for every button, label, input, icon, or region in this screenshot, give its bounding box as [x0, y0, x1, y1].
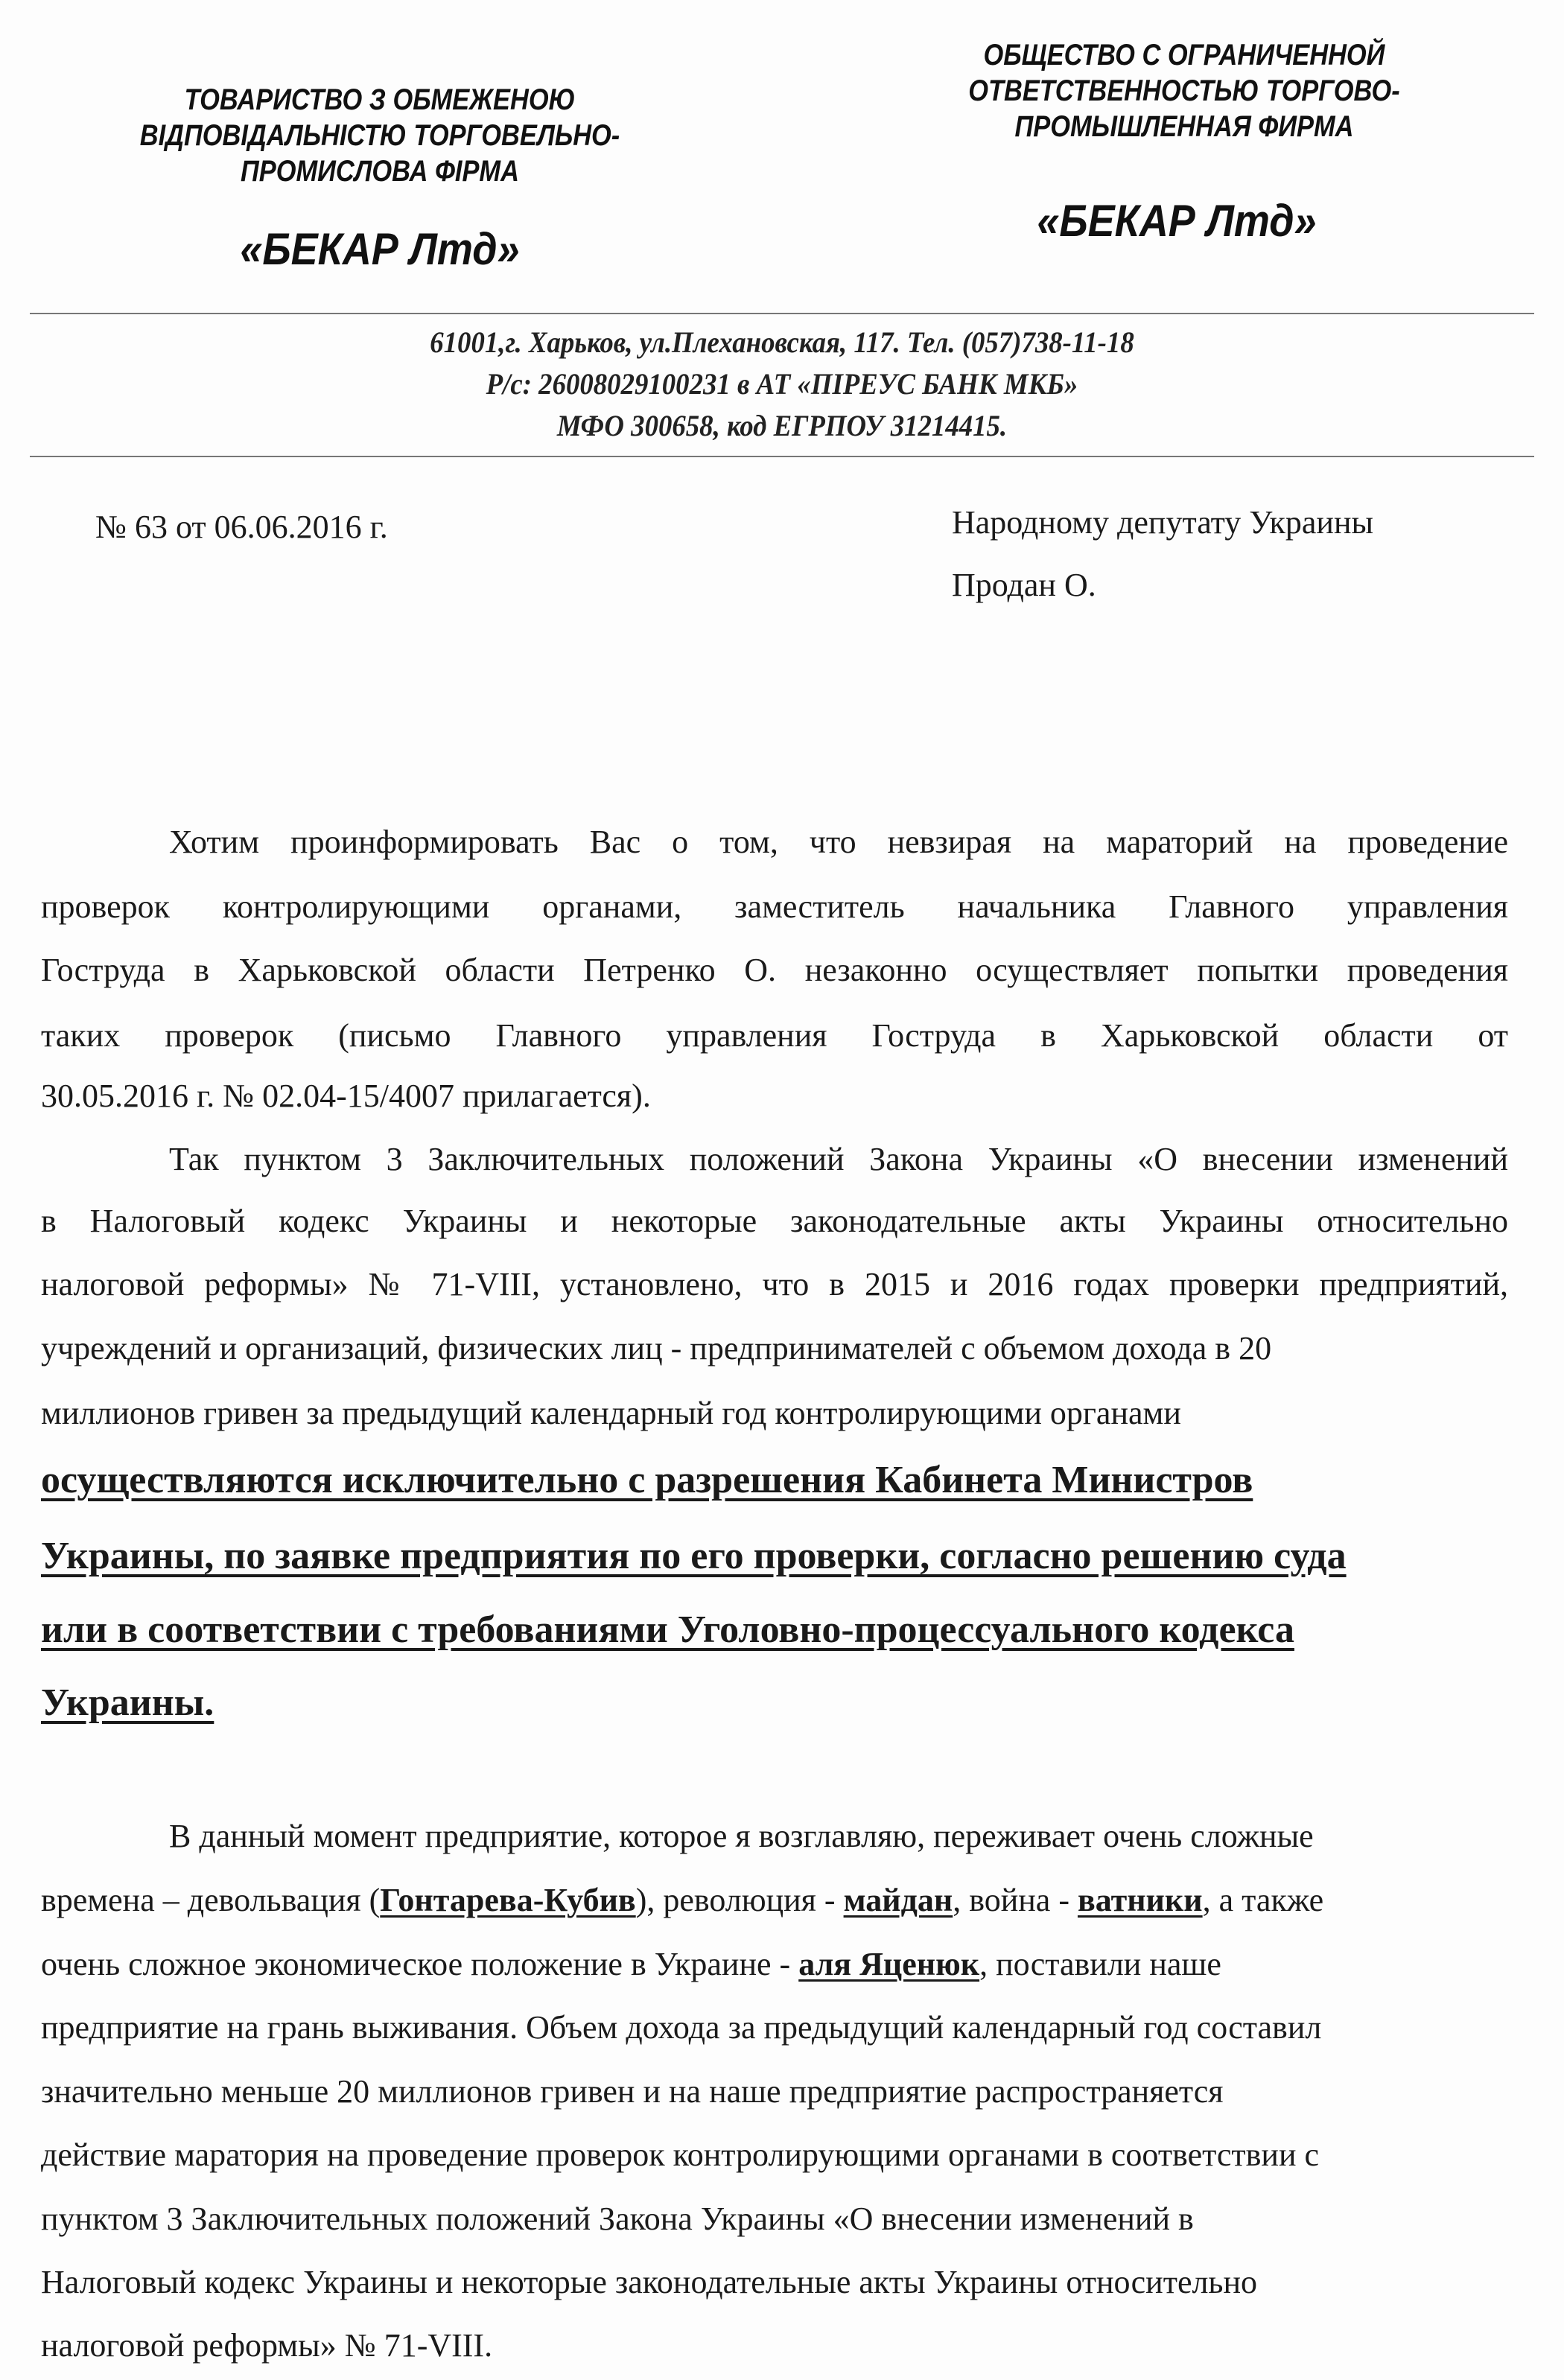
- body-line: [41, 1945, 1508, 1984]
- recipient-title: Народному депутату Украины: [952, 504, 1374, 541]
- title-line: ВІДПОВІДАЛЬНІСТЮ ТОРГОВЕЛЬНО-: [139, 119, 620, 152]
- body-text: таких проверок (письмо Главного управления Гоструда в Харьковской области от: [41, 1017, 1508, 1054]
- body-line: [41, 1881, 1508, 1920]
- body-text: проверок контролирующими органами, заместитель начальника Главного управления: [41, 888, 1508, 925]
- body-line: [41, 1265, 1508, 1304]
- body-line: [41, 1077, 1508, 1116]
- body-text: учреждений и организаций, физических лиц - предпринимателей с объемом дохода в 20: [41, 1330, 1272, 1366]
- title-line: ОБЩЕСТВО С ОГРАНИЧЕННОЙ: [983, 39, 1385, 71]
- body-text: Украины, по заявке предприятия по его проверки, согласно решению суда: [41, 1535, 1347, 1577]
- body-text: очень сложное экономическое положение в Украине -: [41, 1946, 799, 1982]
- address-line: 61001,г. Харьков, ул.Плехановская, 117. Тел. (057)738-11-18: [430, 325, 1134, 359]
- body-text: Так пунктом 3 Заключительных положений Закона Украины «О внесении изменений: [169, 1141, 1508, 1177]
- body-line: [41, 1534, 1508, 1579]
- body-text: в Налоговый кодекс Украины и некоторые законодательные акты Украины относительно: [41, 1203, 1508, 1239]
- body-text: предприятие на грань выживания. Объем дохода за предыдущий календарный год составил: [41, 2009, 1322, 2046]
- body-text: 30.05.2016 г. № 02.04-15/4007 прилагается).: [41, 1078, 651, 1114]
- emphasized-text: аля Яценюк: [798, 1946, 980, 1982]
- body-line: [41, 951, 1508, 990]
- body-line: [41, 2263, 1508, 2302]
- body-line: [41, 2008, 1508, 2047]
- body-line: [41, 1608, 1508, 1652]
- letterhead-right-title: [864, 37, 1504, 144]
- emphasized-text: ватники: [1077, 1882, 1203, 1918]
- body-text: миллионов гривен за предыдущий календарный год контролирующими органами: [41, 1395, 1181, 1431]
- body-line: [41, 1394, 1508, 1433]
- title-line: ПРОМЫШЛЕННАЯ ФИРМА: [1014, 110, 1354, 143]
- body-line: [169, 1140, 1508, 1179]
- recipient-name: Продан О.: [952, 567, 1096, 603]
- title-line: ОТВЕТСТВЕННОСТЬЮ ТОРГОВО-: [968, 74, 1400, 107]
- body-text: Хотим проинформировать Вас о том, что невзирая на мараторий на проведение: [169, 824, 1508, 860]
- body-text: налоговой реформы» № 71-VIII.: [41, 2327, 493, 2364]
- body-line: [41, 1458, 1508, 1503]
- body-line: [169, 823, 1508, 862]
- body-text: , а также: [1202, 1882, 1324, 1918]
- address-divider: [30, 456, 1534, 457]
- letterhead-left-title: [67, 82, 693, 189]
- body-text: или в соответствии с требованиями Уголовно-процессуального кодекса: [41, 1609, 1294, 1651]
- body-text: ), революция -: [635, 1882, 844, 1918]
- letter-reference: № 63 от 06.06.2016 г.: [95, 509, 388, 545]
- title-line: ТОВАРИСТВО З ОБМЕЖЕНОЮ: [184, 83, 576, 116]
- body-line: [41, 1681, 1508, 1725]
- title-line: ПРОМИСЛОВА ФІРМА: [241, 155, 519, 188]
- address-line: МФО 300658, код ЕГРПОУ 31214415.: [556, 409, 1008, 442]
- header-divider: [30, 313, 1534, 314]
- body-text: времена – девольвация (: [41, 1882, 381, 1918]
- letterhead-right-brand: «БЕКАР Лтд»: [1037, 196, 1317, 246]
- body-text: Налоговый кодекс Украины и некоторые законодательные акты Украины относительно: [41, 2264, 1258, 2300]
- body-text: осуществляются исключительно с разрешения Кабинета Министров: [41, 1459, 1253, 1501]
- body-line: [41, 1329, 1508, 1368]
- emphasized-text: майдан: [843, 1882, 953, 1918]
- body-text: налоговой реформы» № 71-VIII, установлено, что в 2015 и 2016 годах проверки предприятий,: [41, 1266, 1508, 1302]
- body-line: [41, 2136, 1508, 2174]
- emphasized-text: Гонтарева-Кубив: [380, 1882, 636, 1918]
- body-line: [41, 1016, 1508, 1055]
- body-text: действие маратория на проведение проверок контролирующими органами в соответствии с: [41, 2136, 1320, 2173]
- body-text: значительно меньше 20 миллионов гривен и на наше предприятие распространяется: [41, 2073, 1224, 2110]
- body-text: Украины.: [41, 1681, 214, 1724]
- body-text: Гоструда в Харьковской области Петренко О. незаконно осуществляет попытки проведения: [41, 952, 1508, 988]
- body-text: , поставили наше: [979, 1946, 1221, 1982]
- body-line: [41, 2072, 1508, 2111]
- body-line: [41, 2326, 1508, 2365]
- letterhead-left-brand: «БЕКАР Лтд»: [240, 224, 520, 274]
- body-line: [41, 888, 1508, 926]
- address-line: Р/с: 26008029100231 в АТ «ПІРЕУС БАНК МКБ»: [486, 367, 1078, 401]
- body-line: [41, 2200, 1508, 2239]
- body-line: [169, 1817, 1508, 1856]
- company-address: [0, 322, 1564, 447]
- body-text: В данный момент предприятие, которое я возглавляю, переживает очень сложные: [169, 1818, 1314, 1854]
- body-text: , война -: [953, 1882, 1078, 1918]
- body-text: пунктом 3 Заключительных положений Закона Украины «О внесении изменений в: [41, 2201, 1194, 2237]
- body-line: [41, 1202, 1508, 1241]
